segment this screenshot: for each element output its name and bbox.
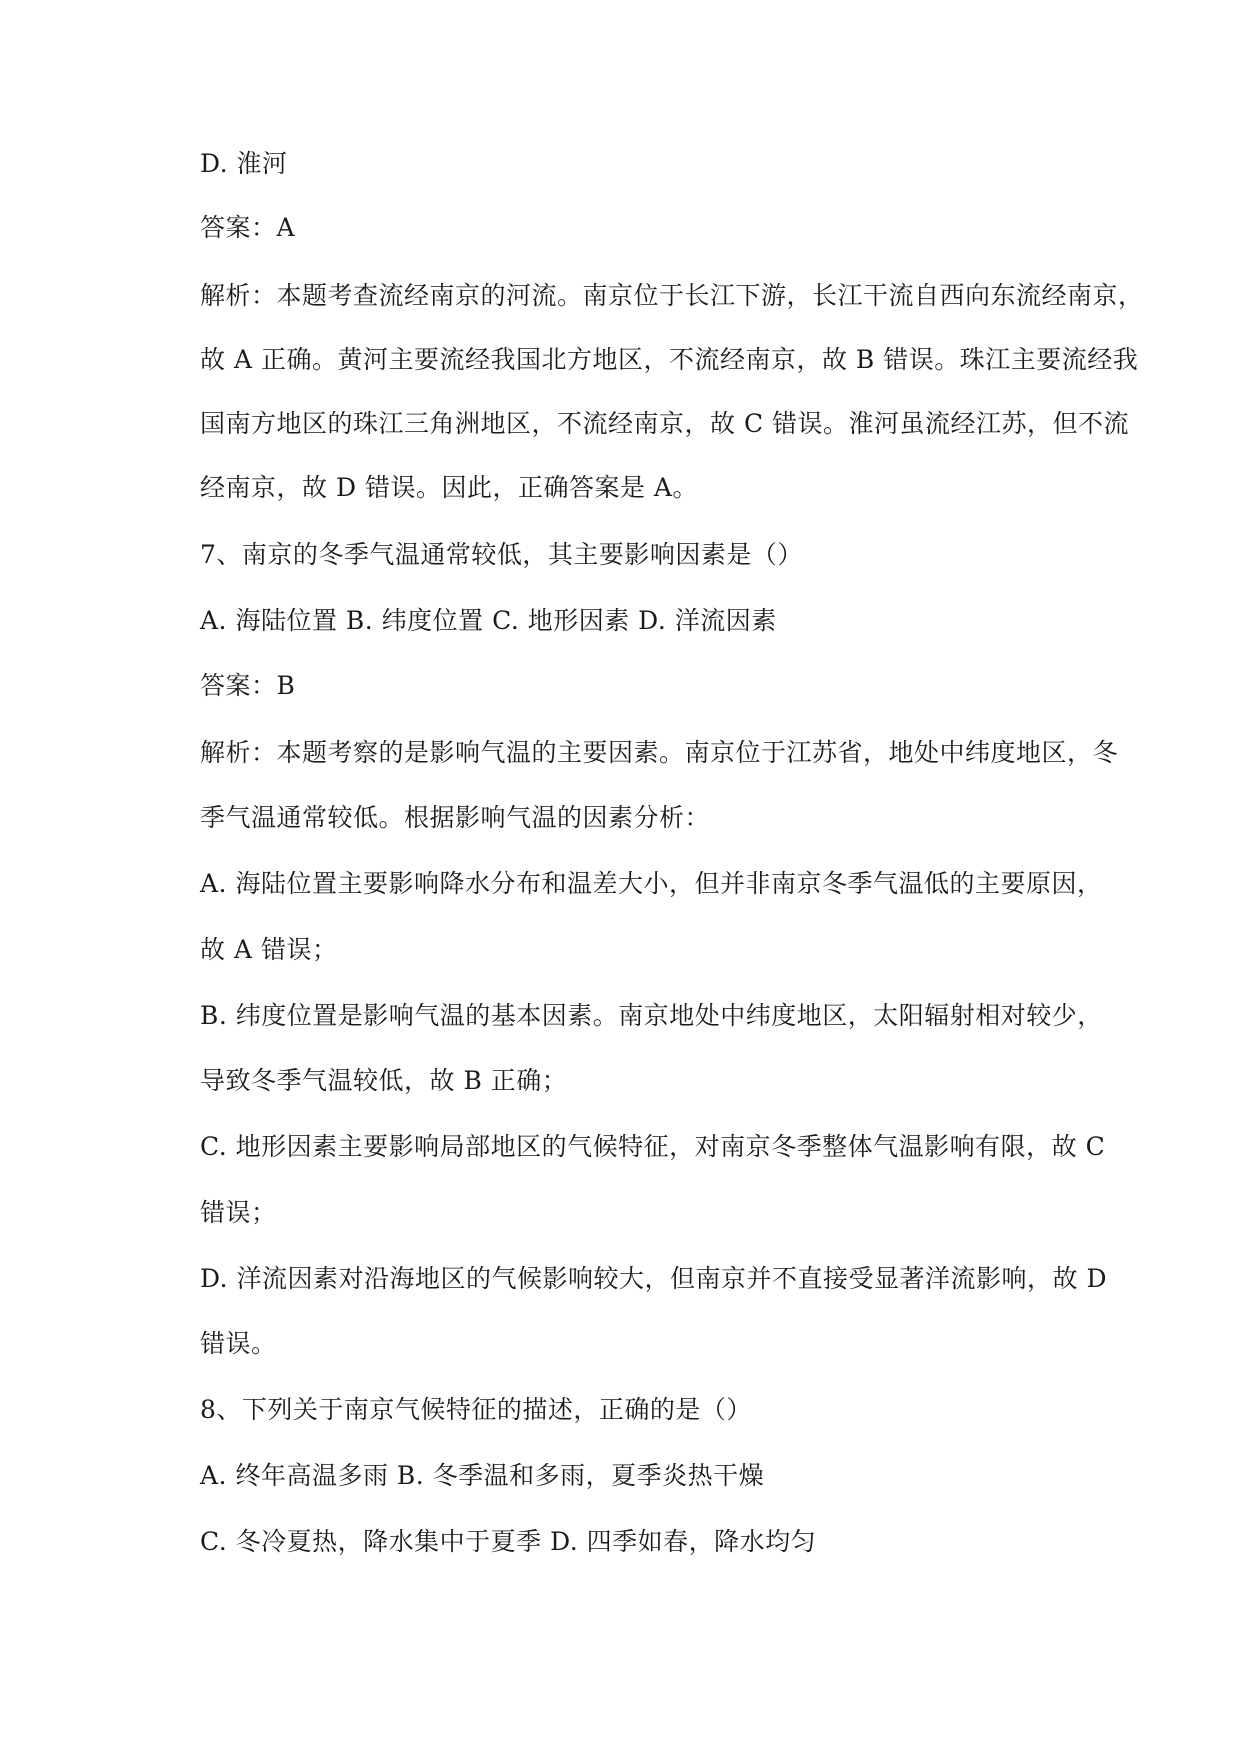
question-8-options-cd: C. 冬冷夏热，降水集中于夏季 D. 四季如春，降水均匀 xyxy=(200,1527,817,1556)
explanation-line: 经南京，故 D 错误。因此，正确答案是 A。 xyxy=(200,473,698,502)
option-d-line: D. 淮河 xyxy=(200,149,288,178)
explanation-line: 错误； xyxy=(200,1198,277,1227)
explanation-line: 错误。 xyxy=(200,1329,277,1358)
question-7-options: A. 海陆位置 B. 纬度位置 C. 地形因素 D. 洋流因素 xyxy=(200,606,777,635)
question-8-options-ab: A. 终年高温多雨 B. 冬季温和多雨，夏季炎热干燥 xyxy=(200,1461,765,1490)
question-8: 8、下列关于南京气候特征的描述，正确的是（） xyxy=(200,1395,752,1424)
explanation-line: 季气温通常较低。根据影响气温的因素分析： xyxy=(200,803,711,832)
explanation-line: D. 洋流因素对沿海地区的气候影响较大，但南京并不直接受显著洋流影响，故 D xyxy=(200,1264,1108,1293)
explanation-line: C. 地形因素主要影响局部地区的气候特征，对南京冬季整体气温影响有限，故 C xyxy=(200,1132,1106,1161)
explanation-line: 解析：本题考查流经南京的河流。南京位于长江下游，长江干流自西向东流经南京， xyxy=(200,281,1144,310)
explanation-line: 故 A 正确。黄河主要流经我国北方地区，不流经南京，故 B 错误。珠江主要流经我 xyxy=(200,345,1139,374)
explanation-line: 国南方地区的珠江三角洲地区，不流经南京，故 C 错误。淮河虽流经江苏，但不流 xyxy=(200,409,1130,438)
question-7: 7、南京的冬季气温通常较低，其主要影响因素是（） xyxy=(200,540,803,569)
answer-line: 答案：B xyxy=(200,671,296,700)
explanation-line: 故 A 错误； xyxy=(200,935,338,964)
explanation-line: 导致冬季气温较低，故 B 正确； xyxy=(200,1066,568,1095)
explanation-line: 解析：本题考察的是影响气温的主要因素。南京位于江苏省，地处中纬度地区，冬 xyxy=(200,738,1119,767)
explanation-line: B. 纬度位置是影响气温的基本因素。南京地处中纬度地区，太阳辐射相对较少， xyxy=(200,1001,1103,1030)
explanation-line: A. 海陆位置主要影响降水分布和温差大小，但并非南京冬季气温低的主要原因， xyxy=(200,869,1103,898)
answer-line: 答案：A xyxy=(200,213,296,242)
